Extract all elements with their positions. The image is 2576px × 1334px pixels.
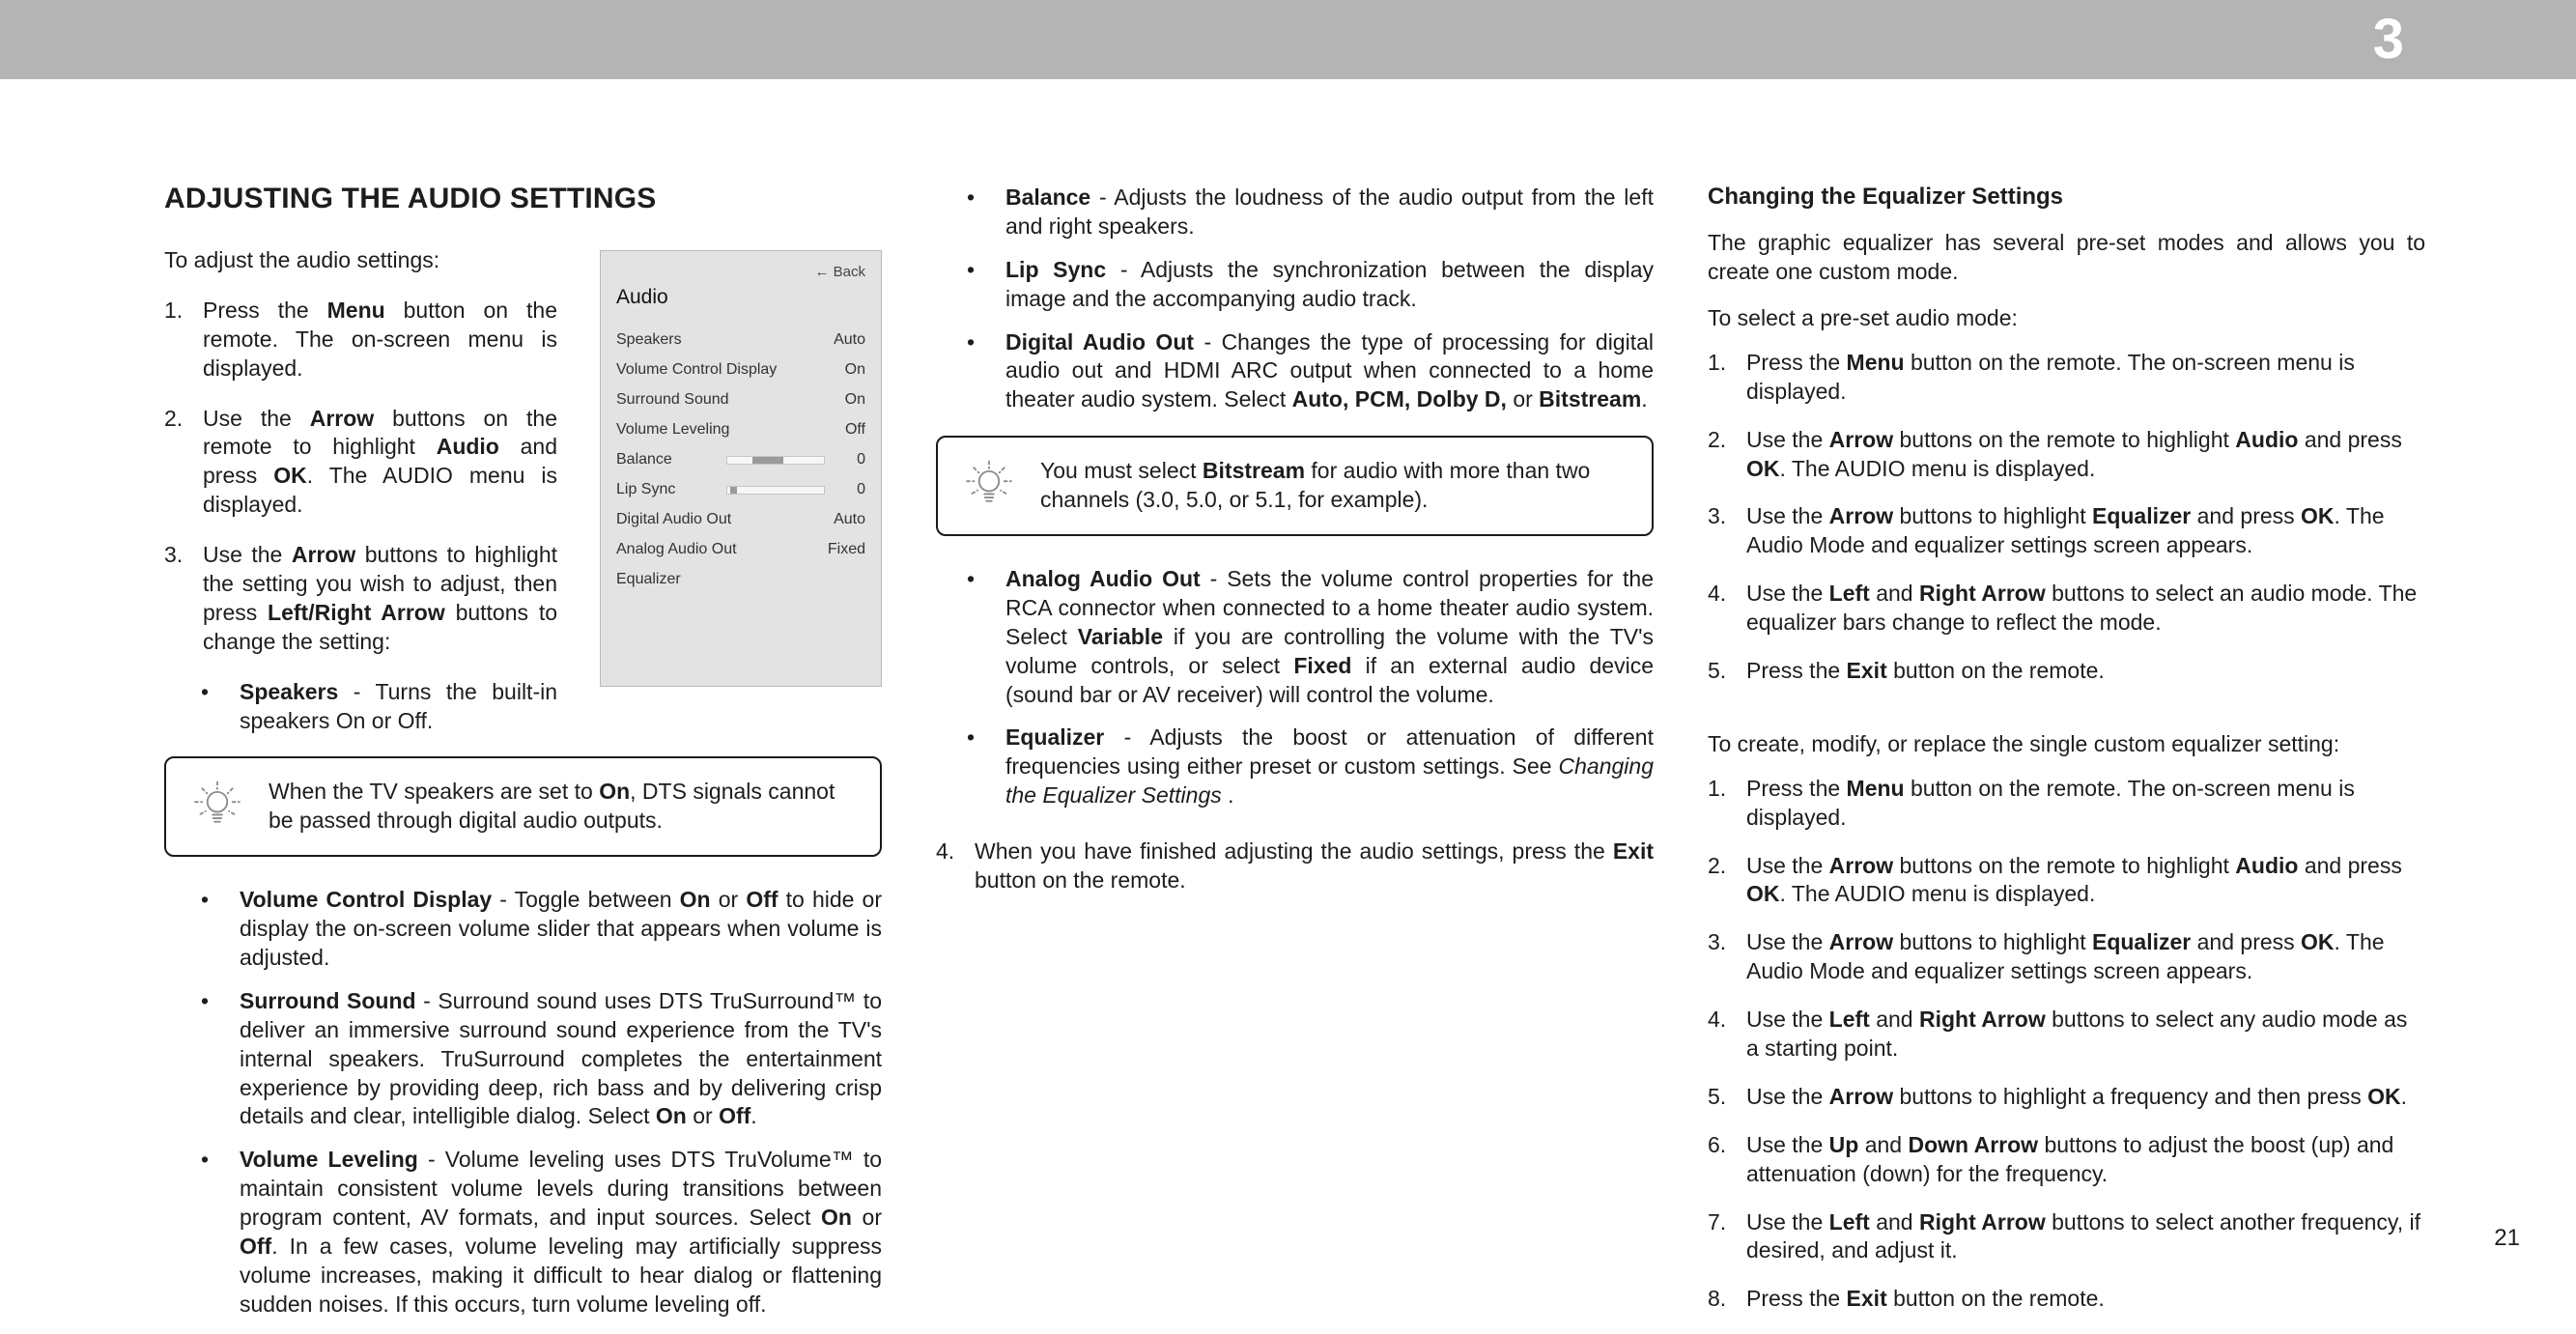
bullet-marker: • <box>201 1147 210 1173</box>
step-text: Use the Arrow buttons on the remote to highlight Audio and press OK. The AUDIO menu is displayed. <box>1746 426 2402 481</box>
balance-slider-fill <box>752 457 783 464</box>
bullet-marker: • <box>967 724 976 751</box>
step-number: 2. <box>1708 426 1727 452</box>
menu-row-digital-audio-out <box>616 505 865 535</box>
step-text: Use the Arrow buttons to highlight a frequency and then press OK. <box>1746 1083 2407 1109</box>
step-text: Use the Arrow buttons to highlight Equalizer and press OK. The Audio Mode and equalizer settings screen appears. <box>1746 929 2385 984</box>
menu-row-equalizer <box>616 565 865 595</box>
numbered-step <box>1708 928 2425 986</box>
numbered-step <box>164 297 557 383</box>
audio-menu-panel <box>600 250 882 687</box>
numbered-step <box>1708 1006 2425 1064</box>
numbered-step <box>1708 502 2425 560</box>
menu-row-label: Volume Leveling <box>616 420 730 438</box>
bullet-marker: • <box>201 678 210 704</box>
step-text: Press the Menu button on the remote. The on-screen menu is displayed. <box>1746 775 2355 830</box>
menu-row-lip-sync <box>616 475 865 505</box>
numbered-step <box>164 405 557 521</box>
menu-row-label: Speakers <box>616 330 682 348</box>
lip-sync-slider-fill <box>730 487 737 494</box>
menu-row-value: On <box>844 390 865 408</box>
menu-row-value: 0 <box>857 480 865 497</box>
lip-sync-slider <box>726 486 825 495</box>
step-number: 2. <box>1708 852 1727 878</box>
step-number: 1. <box>164 297 184 323</box>
numbered-step <box>1708 775 2425 833</box>
menu-row-label: Digital Audio Out <box>616 510 732 527</box>
step-number: 1. <box>1708 349 1727 375</box>
tip-text: When the TV speakers are set to On, DTS signals cannot be passed through digital audio outputs. <box>269 779 835 834</box>
step-number: 3. <box>1708 503 1727 529</box>
menu-row-label: Surround Sound <box>616 390 729 408</box>
step-text: Use the Arrow buttons on the remote to highlight Audio and press OK. The AUDIO menu is displayed. <box>1746 852 2402 907</box>
preset-list-label: To select a pre-set audio mode: <box>1708 304 2018 330</box>
step-number: 3. <box>164 542 184 568</box>
section-intro: The graphic equalizer has several pre-set modes and allows you to create one custom mode. <box>1708 230 2425 285</box>
numbered-step <box>1708 1208 2425 1266</box>
menu-row-value: Fixed <box>827 540 865 557</box>
page-content <box>0 79 2576 1334</box>
bullet-text: Balance - Adjusts the loudness of the audio output from the left and right speakers. <box>1005 184 1654 239</box>
lightbulb-icon <box>189 779 245 835</box>
step-text: Use the Arrow buttons to highlight the setting you wish to adjust, then press Left/Right Arrow buttons to change the setting: <box>203 542 558 654</box>
audio-menu-title: Audio <box>616 285 668 308</box>
step-number: 5. <box>1708 1083 1727 1109</box>
step-number: 2. <box>164 405 184 431</box>
step-text: Use the Left and Right Arrow buttons to select another frequency, if desired, and adjust it. <box>1746 1208 2420 1263</box>
menu-row-value: Auto <box>834 330 865 348</box>
step-number: 5. <box>1708 657 1727 683</box>
bullet-item-volume-control-display <box>164 886 882 973</box>
step-number: 4. <box>936 838 955 865</box>
menu-row-label: Volume Control Display <box>616 360 778 378</box>
numbered-step <box>1708 426 2425 484</box>
numbered-step <box>1708 657 2425 686</box>
step-number: 4. <box>1708 1007 1727 1033</box>
step-text: Use the Left and Right Arrow buttons to select any audio mode as a starting point. <box>1746 1007 2408 1061</box>
back-label: Back <box>833 264 865 280</box>
back-link <box>616 263 865 282</box>
bullet-item-volume-leveling <box>164 1146 882 1319</box>
bullet-text: Speakers - Turns the built-in speakers On or Off. <box>240 678 557 733</box>
bullet-item-analog-audio-out <box>936 565 1654 709</box>
bullet-text: Digital Audio Out - Changes the type of processing for digital audio out and HDMI ARC output when connected to a home theater audio system. Select Auto, PCM, Dolby D, or Bitstream. <box>1005 328 1654 412</box>
step-number: 8. <box>1708 1286 1727 1312</box>
step-number: 7. <box>1708 1208 1727 1235</box>
menu-row-label: Analog Audio Out <box>616 540 737 557</box>
intro-text: To adjust the audio settings: <box>164 247 440 272</box>
numbered-step <box>1708 1083 2425 1112</box>
menu-row-volume-leveling <box>616 415 865 445</box>
step-text: Use the Arrow buttons on the remote to highlight Audio and press OK. The AUDIO menu is displayed. <box>203 405 557 518</box>
menu-row-label: Equalizer <box>616 570 681 587</box>
bullet-item-surround-sound <box>164 987 882 1131</box>
step-text: When you have finished adjusting the audio settings, press the Exit button on the remote. <box>975 838 1654 894</box>
step-number: 6. <box>1708 1131 1727 1157</box>
numbered-step <box>1708 852 2425 910</box>
step-text: Use the Arrow buttons to highlight Equalizer and press OK. The Audio Mode and equalizer settings screen appears. <box>1746 503 2385 558</box>
menu-row-value: On <box>844 360 865 378</box>
bullet-marker: • <box>201 887 210 913</box>
numbered-step <box>164 541 557 657</box>
step-number: 1. <box>1708 775 1727 801</box>
numbered-step <box>936 837 1654 895</box>
bullet-item-equalizer <box>936 724 1654 810</box>
left-column <box>164 180 882 1334</box>
bullet-item-balance <box>936 184 1654 241</box>
bullet-text: Volume Control Display - Toggle between On or Off to hide or display the on-screen volume slider that appears when volume is adjusted. <box>240 887 883 971</box>
menu-row-surround-sound <box>616 385 865 415</box>
step-text: Press the Menu button on the remote. The on-screen menu is displayed. <box>1746 349 2355 404</box>
header-bar <box>0 0 2576 79</box>
lightbulb-icon <box>961 458 1017 514</box>
section-heading: Changing the Equalizer Settings <box>1708 184 2064 210</box>
chapter-number: 3 <box>2372 8 2404 71</box>
bullet-marker: • <box>967 566 976 592</box>
custom-list-label: To create, modify, or replace the single custom equalizer setting: <box>1708 730 2340 756</box>
bullet-item-speakers <box>164 678 882 736</box>
step-number: 4. <box>1708 581 1727 607</box>
bullet-text: Surround Sound - Surround sound uses DTS TruSurround™ to deliver an immersive surround sound experience from the TV's internal speakers. TruSurround completes the entertainment experience by providing deep, rich bass and by delivering crisp details and clear, intelligible dialog. Select On or Off. <box>240 987 882 1129</box>
tip-box <box>164 756 882 857</box>
step-text: Use the Up and Down Arrow buttons to adjust the boost (up) and attenuation (down) for the frequency. <box>1746 1131 2394 1186</box>
middle-column <box>936 180 1654 1334</box>
step-text: Press the Exit button on the remote. <box>1746 657 2105 683</box>
bullet-marker: • <box>967 328 976 355</box>
bullet-text: Equalizer - Adjusts the boost or attenuation of different frequencies using either preset or custom settings. See Changing the Equalizer Settings . <box>1005 724 1654 809</box>
page-number: 21 <box>2494 1224 2520 1251</box>
step-number: 3. <box>1708 929 1727 955</box>
bullet-text: Analog Audio Out - Sets the volume control properties for the RCA connector when connected to a home theater audio system. Select Variable if you are controlling the volume with the TV's volume controls, or select Fixed if an external audio device (sound bar or AV receiver) will control the volume. <box>1005 566 1654 707</box>
menu-row-analog-audio-out <box>616 535 865 565</box>
menu-row-speakers <box>616 326 865 355</box>
bullet-item-digital-audio-out <box>936 328 1654 415</box>
balance-slider <box>726 456 825 465</box>
numbered-step <box>1708 580 2425 638</box>
numbered-step <box>1708 1285 2425 1314</box>
bullet-marker: • <box>201 987 210 1013</box>
tip-box <box>936 436 1654 536</box>
back-arrow-icon: ← <box>814 264 830 280</box>
menu-row-balance <box>616 445 865 475</box>
step-text: Use the Left and Right Arrow buttons to select an audio mode. The equalizer bars change to reflect the mode. <box>1746 581 2418 636</box>
bullet-marker: • <box>967 184 976 210</box>
menu-row-label: Lip Sync <box>616 480 676 497</box>
bullet-text: Lip Sync - Adjusts the synchronization between the display image and the accompanying audio track. <box>1005 256 1654 311</box>
numbered-step <box>1708 1131 2425 1189</box>
menu-row-value: Off <box>844 420 865 438</box>
bullet-text: Volume Leveling - Volume leveling uses DTS TruVolume™ to maintain consistent volume levels during transitions between program content, AV formats, and input sources. Select On or Off. In a few cases, volume leveling may artificially suppress volume increases, making it difficult to hear dialog or flattening sudden noises. If this occurs, turn volume leveling off. <box>240 1147 883 1317</box>
menu-row-label: Balance <box>616 450 672 468</box>
menu-row-value: 0 <box>857 450 865 468</box>
right-column <box>1708 180 2425 1334</box>
menu-row-value: Auto <box>834 510 865 527</box>
page-title: ADJUSTING THE AUDIO SETTINGS <box>164 183 657 214</box>
menu-row-volume-control-display <box>616 355 865 385</box>
step-text: Press the Exit button on the remote. <box>1746 1286 2105 1312</box>
bullet-marker: • <box>967 256 976 282</box>
bullet-item-lip-sync <box>936 256 1654 314</box>
step-text: Press the Menu button on the remote. The on-screen menu is displayed. <box>203 297 557 381</box>
numbered-step <box>1708 349 2425 407</box>
tip-text: You must select Bitstream for audio with more than two channels (3.0, 5.0, or 5.1, for example). <box>1040 458 1591 513</box>
